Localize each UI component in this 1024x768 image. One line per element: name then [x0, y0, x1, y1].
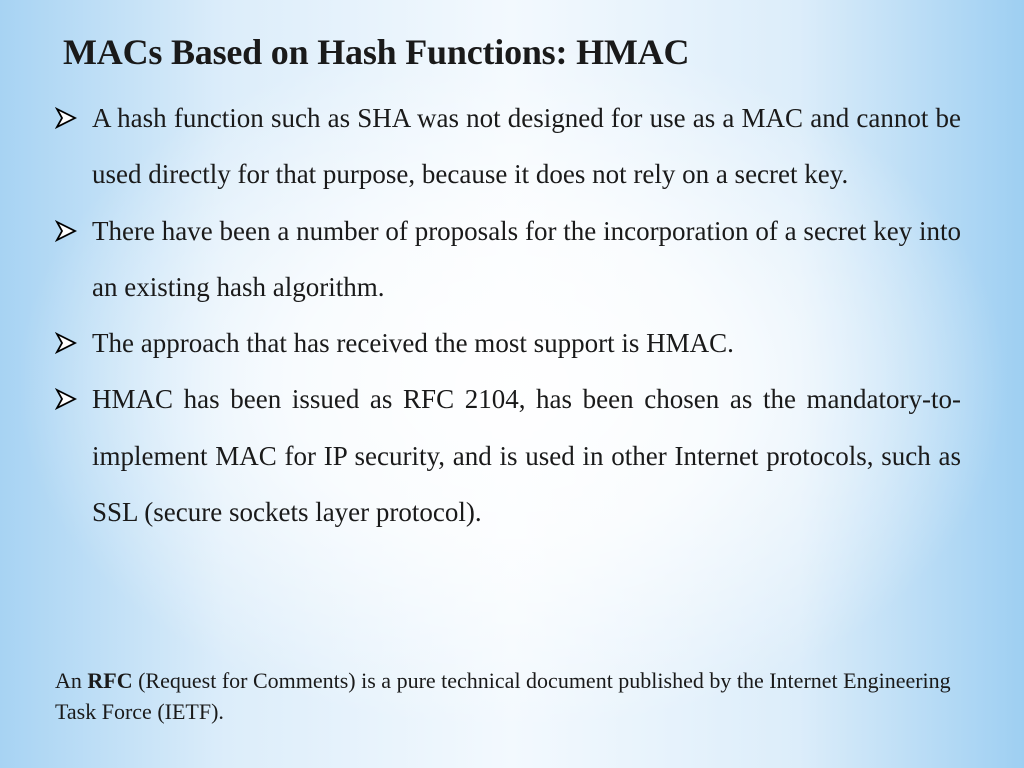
bullet-item: [55, 315, 961, 371]
bullet-item: [55, 203, 961, 316]
bullet-item: [55, 371, 961, 540]
arrow-bullet-icon: [55, 332, 77, 354]
footnote-prefix: An: [55, 668, 88, 693]
bullet-text: HMAC has been issued as RFC 2104, has been chosen as the mandatory-to-implement MAC for IP security, and is used in other Internet protocols, such as SSL (secure sockets layer protocol).: [92, 384, 961, 528]
bullet-text: The approach that has received the most support is HMAC.: [92, 328, 734, 359]
bullet-text: A hash function such as SHA was not designed for use as a MAC and cannot be used directly for that purpose, because it does not rely on a secret key.: [92, 103, 961, 190]
bullet-item: [55, 90, 961, 203]
footnote: [55, 665, 970, 727]
arrow-bullet-icon: [55, 388, 77, 410]
arrow-bullet-icon: [55, 220, 77, 242]
arrow-bullet-icon: [55, 107, 77, 129]
footnote-term: RFC: [87, 668, 133, 693]
footnote-definition: (Request for Comments) is a pure technical document published by the Internet Engineering Task Force (IETF).: [55, 668, 951, 724]
bullet-list: [55, 90, 961, 540]
slide-title: MACs Based on Hash Functions: HMAC: [63, 32, 690, 72]
bullet-text: There have been a number of proposals for the incorporation of a secret key into an existing hash algorithm.: [92, 215, 961, 302]
